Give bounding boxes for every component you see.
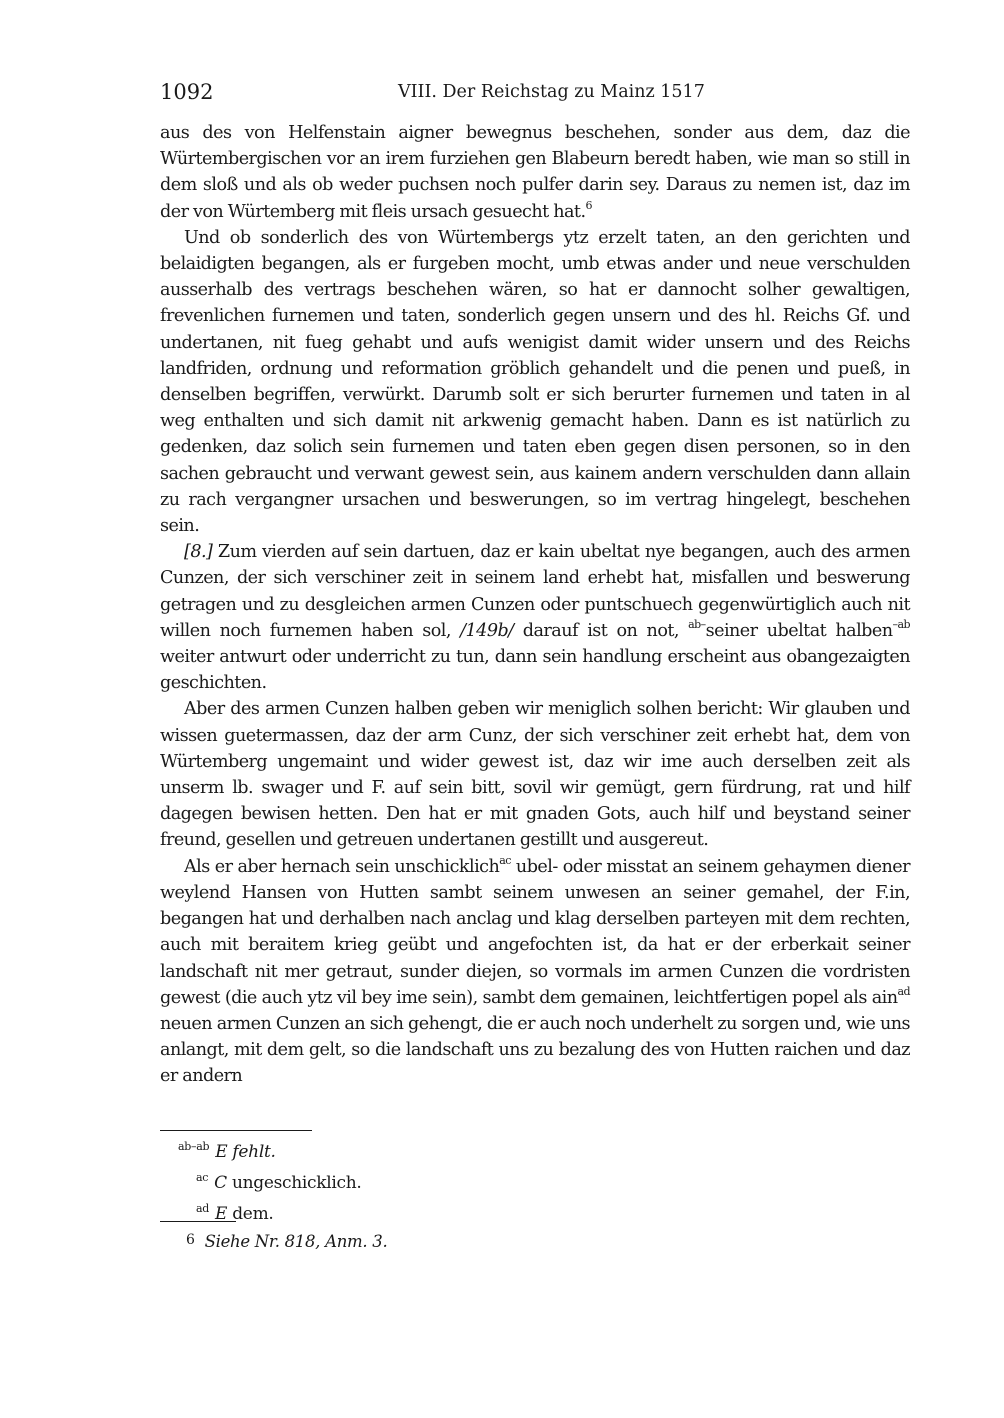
apparatus-siglum: E xyxy=(215,1204,228,1224)
apparatus-text: E fehlt. xyxy=(215,1142,276,1162)
apparatus-divider xyxy=(160,1130,312,1131)
paragraph-text: darauf ist on not, xyxy=(513,620,689,641)
apparatus-key: ab–ab xyxy=(178,1140,210,1153)
apparatus-entry xyxy=(178,1134,878,1165)
folio-marker: /149b/ xyxy=(460,620,514,641)
apparatus-ref-ab-end[interactable]: –ab xyxy=(892,617,910,631)
page-number: 1092 xyxy=(160,80,214,104)
apparatus-text: dem. xyxy=(227,1204,274,1224)
paragraph-text: Und ob sonderlich des von Würtembergs ytz erzelt taten, an den gerichten und belaidigten begangen, als er furgeben mocht, umb etwas ander und neue verschulden ausserhalb des vertrags beschehen wären, so hat er dannocht solher gewaltigen, frevenlichen furnemen und taten, sonderlich gegen unsern und des hl. Reichs Gf. und undertanen, nit fueg gehabt und aufs wenigist damit wider unsern und des Reichs landfriden, ordnung und reformation gröblich gehandelt und die penen und pueß, in denselben begriffen, verwürkt. Darumb solt er sich berurter furnemen und taten in al weg enthalten und sich damit nit arkwenig gemacht haben. Dann es ist natürlich zu gedenken, daz solich sein furnemen und taten eben gegen disen personen, so in den sachen gebraucht und verwant gewest sein, aus kainem andern verschulden dann allain zu rach vergangner ursachen und beswerungen, so im vertrag hingelegt, beschehen sein. xyxy=(160,227,910,537)
footnote-text: Siehe Nr. 818, Anm. 3. xyxy=(204,1232,388,1251)
footnote-number: 6 xyxy=(186,1232,195,1248)
paragraph-5 xyxy=(160,854,910,1090)
apparatus-ref-ac[interactable]: ac xyxy=(499,853,511,867)
critical-apparatus xyxy=(178,1134,878,1227)
paragraph-4 xyxy=(160,696,910,853)
paragraph-text: aus des von Helfenstain aigner bewegnus beschehen, sonder aus dem, daz die Würtembergischen vor an irem furziehen gen Blabeurn beredt haben, wie man so still in dem sloß und als ob weder puchsen noch pulfer darin sey. Daraus zu nemen ist, daz im der von Würtemberg mit fleis ursach gesuecht hat. xyxy=(160,123,910,222)
paragraph-text: ubel- oder misstat an seinem gehaymen diener weylend Hansen von Hutten sambt seinem unwesen an seiner gemahel, der F.in, begangen hat und derhalben nach anclag und klag derselben parteyen mit dem rechten, auch mit beraitem krieg geübt und angefochten ist, da hat er der erberkait seiner landschaft nit mer getraut, sunder diejen, so vormals im armen Cunzen die vordristen gewest (die auch ytz vil bey ime sein), sambt dem gemainen, leichtfertigen popel als ain xyxy=(160,856,910,1008)
apparatus-ref-ab-start[interactable]: ab– xyxy=(688,617,706,631)
paragraph-text: Als er aber hernach sein unschicklich xyxy=(184,856,500,877)
paragraph-text: neuen armen Cunzen an sich gehengt, die er auch noch underhelt zu sorgen und, wie uns anlangt, mit dem gelt, so die landschaft uns zu bezalung des von Hutten raichen und daz er andern xyxy=(160,1013,910,1087)
footnote-ref-6[interactable]: 6 xyxy=(585,198,592,212)
paragraph-3 xyxy=(160,539,910,696)
apparatus-span: seiner ubeltat halben xyxy=(705,620,893,641)
running-title: VIII. Der Reichstag zu Mainz 1517 xyxy=(398,82,705,102)
footnote-divider xyxy=(160,1221,236,1222)
main-text xyxy=(160,120,910,1090)
paragraph-text: Zum vierden auf sein dartuen, daz er kain ubeltat nye begangen, auch des armen Cunzen, der sich verschiner zeit in seinem land erhebt hat, misfallen und beswerung getragen und zu desgleichen armen Cunzen oder puntschuech gegenwürtiglich auch nit willen noch furnemen haben sol, xyxy=(160,542,910,641)
apparatus-ref-ad[interactable]: ad xyxy=(897,984,910,998)
apparatus-text: ungeschicklich. xyxy=(226,1173,362,1193)
paragraph-1 xyxy=(160,120,910,225)
apparatus-entry xyxy=(178,1165,878,1196)
apparatus-key: ac xyxy=(196,1171,209,1184)
apparatus-siglum: C xyxy=(214,1173,227,1193)
footnotes xyxy=(186,1228,886,1254)
apparatus-entry xyxy=(178,1196,878,1227)
apparatus-key: ad xyxy=(196,1202,209,1215)
section-marker: [8.] xyxy=(184,542,213,563)
running-head xyxy=(160,80,910,110)
paragraph-text: weiter antwurt oder underricht zu tun, dann sein handlung erscheint aus obangezaigten geschichten. xyxy=(160,647,910,694)
paragraph-2 xyxy=(160,225,910,539)
footnote-entry xyxy=(186,1228,886,1254)
paragraph-text: Aber des armen Cunzen halben geben wir meniglich solhen bericht: Wir glauben und wissen guetermassen, daz der arm Cunz, der sich verschiner zeit erhebt hat, dem von Würtemberg ungemaint und wider gewest ist, daz wir ime auch derselben zeit als unserm lb. swager und F. auf sein bitt, sovil wir gemügt, gern fürdrung, rat und hilf dagegen bewisen hetten. Den hat er mit gnaden Gots, auch hilf und beystand seiner freund, gesellen und getreuen undertanen gestillt und ausgereut. xyxy=(160,699,910,851)
